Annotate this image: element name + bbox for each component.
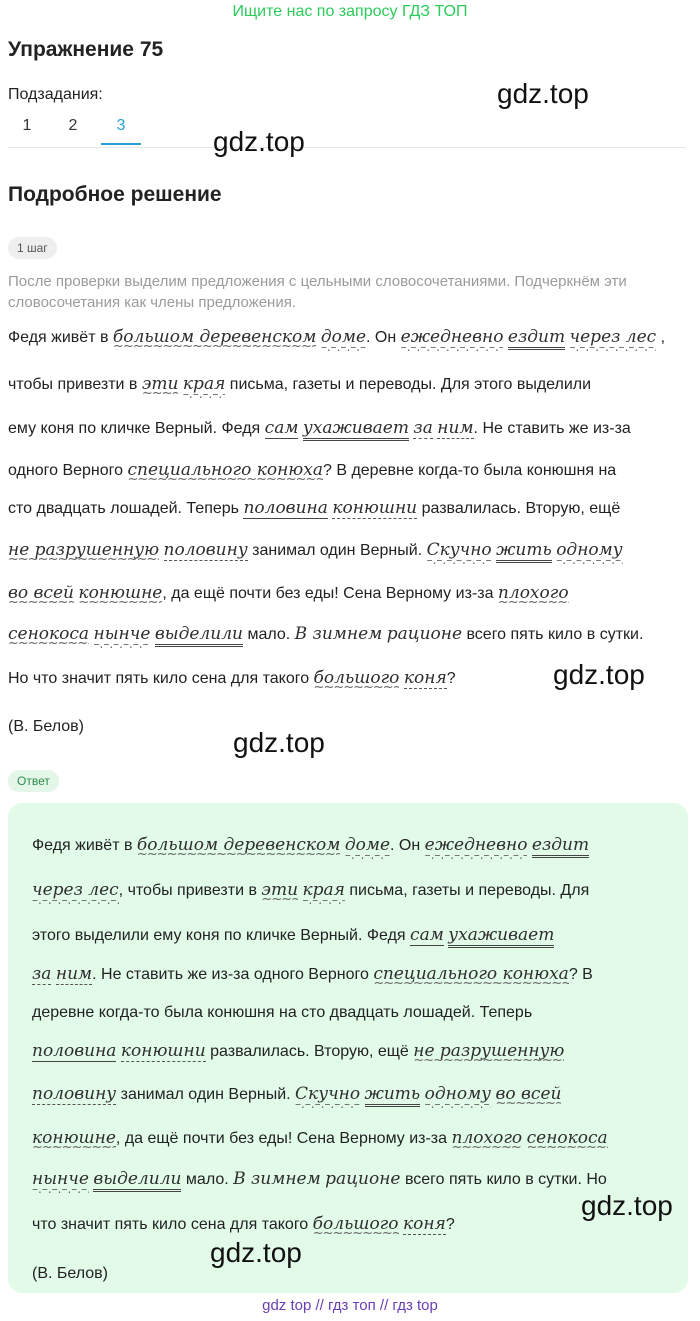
word-subject: половина <box>243 498 328 518</box>
word-circumstance: через лес –.–.– <box>32 880 119 900</box>
word-circumstance: Скучно –.–.– <box>427 540 492 560</box>
word-circumstance: одному –.–.– <box>425 1084 491 1104</box>
word-definition: сенокоса ~~~~~ <box>527 1128 608 1148</box>
answer-text-line <box>32 1169 607 1192</box>
subtasks-label: Подзадания: <box>8 86 103 103</box>
word-definition: во всей ~~~~~ <box>8 583 74 603</box>
text-line <box>8 624 643 647</box>
answer-badge: Ответ <box>8 770 59 792</box>
text-line <box>8 583 569 603</box>
answer-text-line <box>32 964 593 985</box>
word-predicate: выделили <box>155 624 243 647</box>
word-object: ним <box>437 418 474 438</box>
text-fragment: занимал один Верный. <box>120 1086 291 1103</box>
word-definition: во всей ~~~~~ <box>496 1084 562 1104</box>
word-object: половину <box>32 1084 117 1104</box>
watermark: gdz.top <box>497 78 589 109</box>
divider <box>8 147 686 148</box>
text-fragment: . Он <box>390 837 421 854</box>
text-fragment: письма, газеты и переводы. Для этого выделили <box>229 376 592 393</box>
word-predicate: ухаживает <box>303 418 409 441</box>
text-line <box>8 374 591 394</box>
answer-author: (В. Белов) <box>32 1265 108 1282</box>
text-line <box>8 418 631 441</box>
text-line <box>8 668 456 689</box>
text-fragment: письма, газеты и переводы. Для <box>349 882 590 899</box>
word-definition: не разрушенную ~~~~~ <box>8 540 159 560</box>
word-circumstance: нынче –.–.– <box>32 1169 89 1189</box>
text-fragment: этого выделили ему коня по кличке Верный. Федя <box>32 927 406 944</box>
text-fragment: деревне когда-то была конюшня на сто двадцать лошадей. Теперь <box>32 1004 533 1021</box>
text-fragment: Федя живёт в <box>32 837 133 854</box>
word-definition: конюшне ~~~~~ <box>32 1128 116 1148</box>
active-tab-indicator <box>101 143 141 145</box>
answer-text-line <box>32 1128 608 1148</box>
word-circumstance: края –.–.– <box>302 880 344 900</box>
word-object: за <box>32 964 52 984</box>
text-fragment: . Не ставить же из-за одного Верного <box>92 966 369 983</box>
tab-subtask-3[interactable]: 3 <box>116 117 126 134</box>
text-fragment: чтобы привезти в <box>8 376 138 393</box>
word-circumstance: доме –.–.– <box>345 835 390 855</box>
word-predicate: ухаживает <box>448 925 554 948</box>
word-circumstance: ежедневно –.–.– <box>425 835 528 855</box>
tab-subtask-2[interactable]: 2 <box>68 117 78 134</box>
word-subject: сам <box>410 925 444 945</box>
word-circumstance: доме –.–.– <box>321 327 366 347</box>
word-circumstance: через лес –.–.– <box>570 327 657 347</box>
word-circumstance: Скучно –.–.– <box>295 1084 360 1104</box>
text-line <box>8 498 620 519</box>
word-circumstance: В зимнем <box>233 1169 321 1189</box>
word-subject: сам <box>264 418 299 438</box>
search-banner: Ищите нас по запросу ГДЗ ТОП <box>232 3 468 20</box>
text-fragment: мало. <box>185 1171 229 1188</box>
word-definition: эти ~~~~~ <box>142 374 179 394</box>
word-circumstance: рационе <box>325 1169 401 1189</box>
word-predicate: ездит <box>532 835 589 858</box>
watermark: gdz.top <box>553 659 645 690</box>
text-fragment: Но что значит пять кило сена для такого <box>8 670 310 687</box>
step-note: После проверки выделим предложения с цельными словосочетаниями. Подчеркнём эти словосочетания как члены предложения. <box>8 273 627 311</box>
step-badge: 1 шаг <box>8 237 57 259</box>
word-predicate: жить <box>365 1084 421 1107</box>
answer-text-line <box>32 925 554 948</box>
text-fragment: всего пять кило в сутки. <box>466 626 644 643</box>
text-fragment: ? <box>446 670 456 687</box>
word-definition: большого ~~~~~ <box>313 1214 399 1234</box>
word-definition: большом деревенском ~~~~~ <box>113 327 316 347</box>
text-fragment: ему коня по кличке Верный. Федя <box>8 420 261 437</box>
word-object: конюшни <box>332 498 418 518</box>
text-line <box>8 327 665 350</box>
word-definition: сенокоса ~~~~~ <box>8 624 89 644</box>
page-title: Упражнение 75 <box>8 38 164 61</box>
text-fragment: . Он <box>366 329 397 346</box>
text-fragment: . Не ставить же из-за <box>473 420 631 437</box>
word-predicate: выделили <box>93 1169 181 1192</box>
word-circumstance: одному –.–.– <box>556 540 622 560</box>
answer-text-line <box>32 835 589 858</box>
answer-text-line <box>32 1004 532 1022</box>
word-definition: специального конюха ~~~~~ <box>127 460 323 480</box>
watermark: gdz.top <box>210 1237 302 1268</box>
word-definition: не разрушенную ~~~~~ <box>413 1041 564 1061</box>
word-circumstance: края –.–.– <box>183 374 225 394</box>
text-fragment: ? <box>445 1216 455 1233</box>
word-object: коня <box>402 1214 446 1234</box>
text-fragment: что значит пять кило сена для такого <box>32 1216 309 1233</box>
answer-text-line <box>32 1214 455 1235</box>
answer-text-line <box>32 1041 564 1062</box>
author: (В. Белов) <box>8 718 84 735</box>
text-fragment: сто двадцать лошадей. Теперь <box>8 500 239 517</box>
word-predicate: жить <box>496 540 552 563</box>
footer-links[interactable]: gdz top // гдз топ // гдз top <box>262 1297 438 1314</box>
answer-text-line <box>32 1084 561 1107</box>
word-subject: половина <box>32 1041 117 1061</box>
word-definition: эти ~~~~~ <box>261 880 298 900</box>
text-fragment: развалилась. Вторую, ещё <box>421 500 621 517</box>
watermark: gdz.top <box>233 727 325 758</box>
word-definition: конюшне ~~~~~ <box>78 583 162 603</box>
word-circumstance: В зимнем <box>294 624 383 644</box>
text-fragment: , да ещё почти без еды! Сена Верному из-за <box>115 1130 448 1147</box>
text-fragment: , <box>660 329 666 346</box>
text-fragment: Федя живёт в <box>8 329 109 346</box>
word-predicate: ездит <box>508 327 565 350</box>
word-definition: плохого ~~~~~ <box>498 583 569 603</box>
word-circumstance: рационе <box>386 624 463 644</box>
text-fragment: ? В деревне когда-то была конюшня на <box>322 462 617 479</box>
word-definition: специального конюха ~~~~~ <box>373 964 569 984</box>
word-definition: большом деревенском ~~~~~ <box>137 835 340 855</box>
word-object: коня <box>403 668 447 688</box>
text-fragment: мало. <box>247 626 291 643</box>
word-object: половину <box>163 540 248 560</box>
word-definition: плохого ~~~~~ <box>452 1128 523 1148</box>
text-fragment: , чтобы привезти в <box>118 882 257 899</box>
word-object: за <box>413 418 433 438</box>
answer-text-line <box>32 880 589 900</box>
tab-subtask-1[interactable]: 1 <box>22 117 32 134</box>
text-fragment: всего пять кило в сутки. Но <box>404 1171 607 1188</box>
word-object: конюшни <box>120 1041 206 1061</box>
word-circumstance: ежедневно –.–.– <box>401 327 504 347</box>
watermark: gdz.top <box>581 1190 673 1221</box>
text-fragment: развалилась. Вторую, ещё <box>210 1043 409 1060</box>
text-fragment: одного Верного <box>8 462 124 479</box>
text-fragment: , да ещё почти без еды! Сена Верному из-за <box>162 585 494 602</box>
word-circumstance: нынче –.–.– <box>94 624 151 644</box>
text-fragment: занимал один Верный. <box>252 542 423 559</box>
watermark: gdz.top <box>213 126 305 157</box>
text-line <box>8 540 623 563</box>
text-fragment: ? В <box>568 966 593 983</box>
text-line <box>8 460 616 480</box>
word-object: ним <box>55 964 93 984</box>
solution-heading: Подробное решение <box>8 183 222 206</box>
word-definition: большого ~~~~~ <box>314 668 400 688</box>
